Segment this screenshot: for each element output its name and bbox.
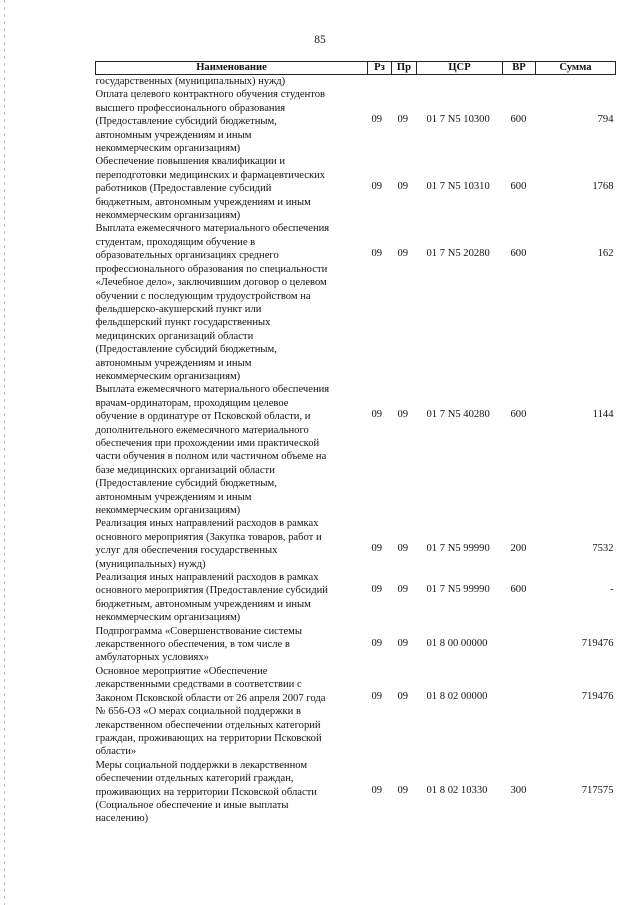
- cell-sum: 162: [597, 248, 614, 260]
- name-line: некоммерческим организациям): [95, 210, 241, 222]
- header-rz: Рз: [368, 62, 392, 75]
- cell-vr: [503, 665, 536, 759]
- name-line: медицинских организаций области: [95, 330, 254, 342]
- cell-name: [96, 88, 368, 155]
- name-line: амбулаторных условиях»: [95, 652, 209, 664]
- cell-vr: [503, 625, 536, 665]
- cell-rz: 09: [371, 181, 383, 193]
- table-body: [96, 75, 616, 826]
- cell-rz: 09: [371, 409, 383, 421]
- cell-sum: 717575: [581, 784, 614, 796]
- budget-table: [95, 61, 616, 826]
- name-line: области»: [95, 746, 137, 758]
- cell-sum: 7532: [592, 543, 614, 555]
- cell-csr: 01 7 N5 40280: [426, 409, 490, 421]
- name-line: профессионального образования по специальности: [95, 263, 328, 275]
- cell-sum: 1768: [592, 181, 614, 193]
- name-line: основного мероприятия (Закупка товаров, работ и: [95, 531, 322, 543]
- cell-csr: 01 7 N5 10310: [426, 181, 490, 193]
- cell-name: [96, 155, 368, 222]
- cell-rz: 09: [371, 114, 383, 126]
- header-name: Наименование: [96, 62, 368, 75]
- name-line: (муниципальных) нужд): [95, 558, 206, 570]
- name-line: населению): [95, 813, 149, 825]
- name-line: (Предоставление субсидий бюджетным,: [95, 116, 277, 128]
- name-line: дополнительного ежемесячного материального: [95, 424, 309, 436]
- name-line: обучение в ординатуре от Псковской области, и: [95, 411, 311, 423]
- cell-name: [96, 759, 368, 826]
- name-line: Обеспечение повышения квалификации и: [95, 156, 286, 168]
- name-line: (Социальное обеспечение и иные выплаты: [95, 799, 289, 811]
- name-line: работников (Предоставление субсидий: [95, 183, 272, 195]
- name-line: автономным учреждениям и иным: [95, 491, 252, 503]
- name-line: Законом Псковской области от 26 апреля 2007 года: [95, 692, 326, 704]
- table-row: [96, 571, 616, 625]
- name-line: обучении с последующим трудоустройством на: [95, 290, 311, 302]
- cell-csr: 01 7 N5 99990: [426, 543, 490, 555]
- cell-vr: 600: [510, 409, 527, 421]
- cell-name: [96, 571, 368, 625]
- name-line: основного мероприятия (Предоставление субсидий: [95, 585, 328, 597]
- name-line: проживающих на территории Псковской области: [95, 786, 317, 798]
- cell-pr: [392, 75, 417, 89]
- cell-vr: 600: [510, 584, 527, 596]
- cell-name: [96, 625, 368, 665]
- name-line: № 656-ОЗ «О мерах социальной поддержки в: [95, 706, 301, 718]
- header-csr: ЦСР: [417, 62, 503, 75]
- cell-csr: 01 8 02 10330: [426, 784, 488, 796]
- name-line: Выплата ежемесячного материального обеспечения: [95, 384, 330, 396]
- name-line: обеспечения при прохождении ими практической: [95, 437, 320, 449]
- cell-pr: 09: [397, 784, 409, 796]
- name-line: фельдшерско-акушерский пункт или: [95, 303, 262, 315]
- name-line: Подпрограмма «Совершенствование системы: [95, 625, 302, 637]
- name-line: бюджетным, автономным учреждениям и иным: [95, 196, 311, 208]
- cell-csr: 01 8 02 00000: [426, 690, 488, 702]
- table-row: [96, 665, 616, 759]
- name-line: части обучения в полном или частичном объеме на: [95, 451, 327, 463]
- cell-vr: 600: [510, 114, 527, 126]
- table-header: [96, 62, 616, 75]
- name-line: граждан, проживающих на территории Псковской: [95, 732, 322, 744]
- name-line: (Предоставление субсидий бюджетным,: [95, 478, 277, 490]
- cell-sum: 1144: [592, 409, 614, 421]
- cell-pr: 09: [397, 637, 409, 649]
- name-line: некоммерческим организациям): [95, 143, 241, 155]
- name-line: некоммерческим организациям): [95, 612, 241, 624]
- name-line: некоммерческим организациям): [95, 505, 241, 516]
- scan-edge: [4, 0, 5, 905]
- name-line: лекарственными средствами в соответствии с: [95, 679, 302, 691]
- cell-vr: 600: [510, 181, 527, 193]
- table-row: [96, 625, 616, 665]
- cell-rz: 09: [371, 784, 383, 796]
- cell-sum: [536, 75, 616, 89]
- name-line: бюджетным, автономным учреждениям и иным: [95, 598, 311, 610]
- table-row: [96, 75, 616, 89]
- name-line: лекарственного обеспечения, в том числе в: [95, 639, 290, 651]
- cell-sum: 794: [597, 114, 614, 126]
- name-line: Реализация иных направлений расходов в рамках: [95, 572, 319, 584]
- cell-rz: 09: [371, 637, 383, 649]
- table-row: [96, 155, 616, 222]
- cell-rz: 09: [371, 584, 383, 596]
- header-row: [96, 62, 616, 75]
- name-line: некоммерческим организациям): [95, 370, 241, 382]
- cell-name: [96, 222, 368, 383]
- table-row: [96, 383, 616, 517]
- cell-pr: 09: [397, 690, 409, 702]
- name-line: «Лечебное дело», заключившим договор о целевом: [95, 277, 327, 289]
- name-line: автономным учреждениям и иным: [95, 129, 252, 141]
- table-row: [96, 759, 616, 826]
- table-row: [96, 517, 616, 571]
- name-line: государственных (муниципальных) нужд): [95, 76, 286, 87]
- name-line: врачам-ординаторам, проходящим целевое: [95, 397, 289, 409]
- cell-csr: 01 8 00 00000: [426, 637, 488, 649]
- name-line: Оплата целевого контрактного обучения студентов: [95, 89, 326, 101]
- cell-sum: -: [609, 584, 614, 596]
- cell-vr: [503, 75, 536, 89]
- name-line: образовательных организациях среднего: [95, 250, 279, 262]
- cell-rz: 09: [371, 248, 383, 260]
- table-row: [96, 88, 616, 155]
- name-line: лекарственном обеспечении отдельных категорий: [95, 719, 321, 731]
- name-line: Выплата ежемесячного материального обеспечения: [95, 223, 330, 235]
- name-line: фельдшерский пункт государственных: [95, 317, 271, 329]
- cell-pr: 09: [397, 248, 409, 260]
- cell-name: [96, 383, 368, 517]
- name-line: переподготовки медицинских и фармацевтических: [95, 169, 326, 181]
- name-line: высшего профессионального образования: [95, 102, 286, 114]
- cell-rz: 09: [371, 690, 383, 702]
- cell-csr: 01 7 N5 10300: [426, 114, 490, 126]
- cell-name: [96, 517, 368, 571]
- name-line: Основное мероприятие «Обеспечение: [95, 665, 268, 677]
- cell-vr: 600: [510, 248, 527, 260]
- header-pr: Пр: [392, 62, 417, 75]
- header-vr: ВР: [503, 62, 536, 75]
- name-line: услуг для обеспечения государственных: [95, 545, 278, 557]
- name-line: обеспечении отдельных категорий граждан,: [95, 773, 294, 785]
- cell-pr: 09: [397, 543, 409, 555]
- name-line: автономным учреждениям и иным: [95, 357, 252, 369]
- name-line: базе медицинских организаций области: [95, 464, 275, 476]
- name-line: Меры социальной поддержки в лекарственном: [95, 759, 308, 771]
- cell-name: [96, 75, 368, 89]
- table-row: [96, 222, 616, 383]
- cell-pr: 09: [397, 409, 409, 421]
- name-line: студентам, проходящим обучение в: [95, 236, 256, 248]
- cell-rz: 09: [371, 543, 383, 555]
- cell-sum: 719476: [581, 637, 614, 649]
- name-line: (Предоставление субсидий бюджетным,: [95, 344, 277, 356]
- cell-name: [96, 665, 368, 759]
- cell-vr: 300: [510, 784, 527, 796]
- cell-rz: [368, 75, 392, 89]
- cell-pr: 09: [397, 181, 409, 193]
- cell-pr: 09: [397, 584, 409, 596]
- cell-csr: 01 7 N5 20280: [426, 248, 490, 260]
- header-sum: Сумма: [536, 62, 616, 75]
- page-number: 85: [314, 34, 326, 46]
- cell-csr: 01 7 N5 99990: [426, 584, 490, 596]
- cell-vr: 200: [510, 543, 527, 555]
- cell-csr: [417, 75, 503, 89]
- cell-sum: 719476: [581, 690, 614, 702]
- cell-pr: 09: [397, 114, 409, 126]
- name-line: Реализация иных направлений расходов в рамках: [95, 518, 319, 530]
